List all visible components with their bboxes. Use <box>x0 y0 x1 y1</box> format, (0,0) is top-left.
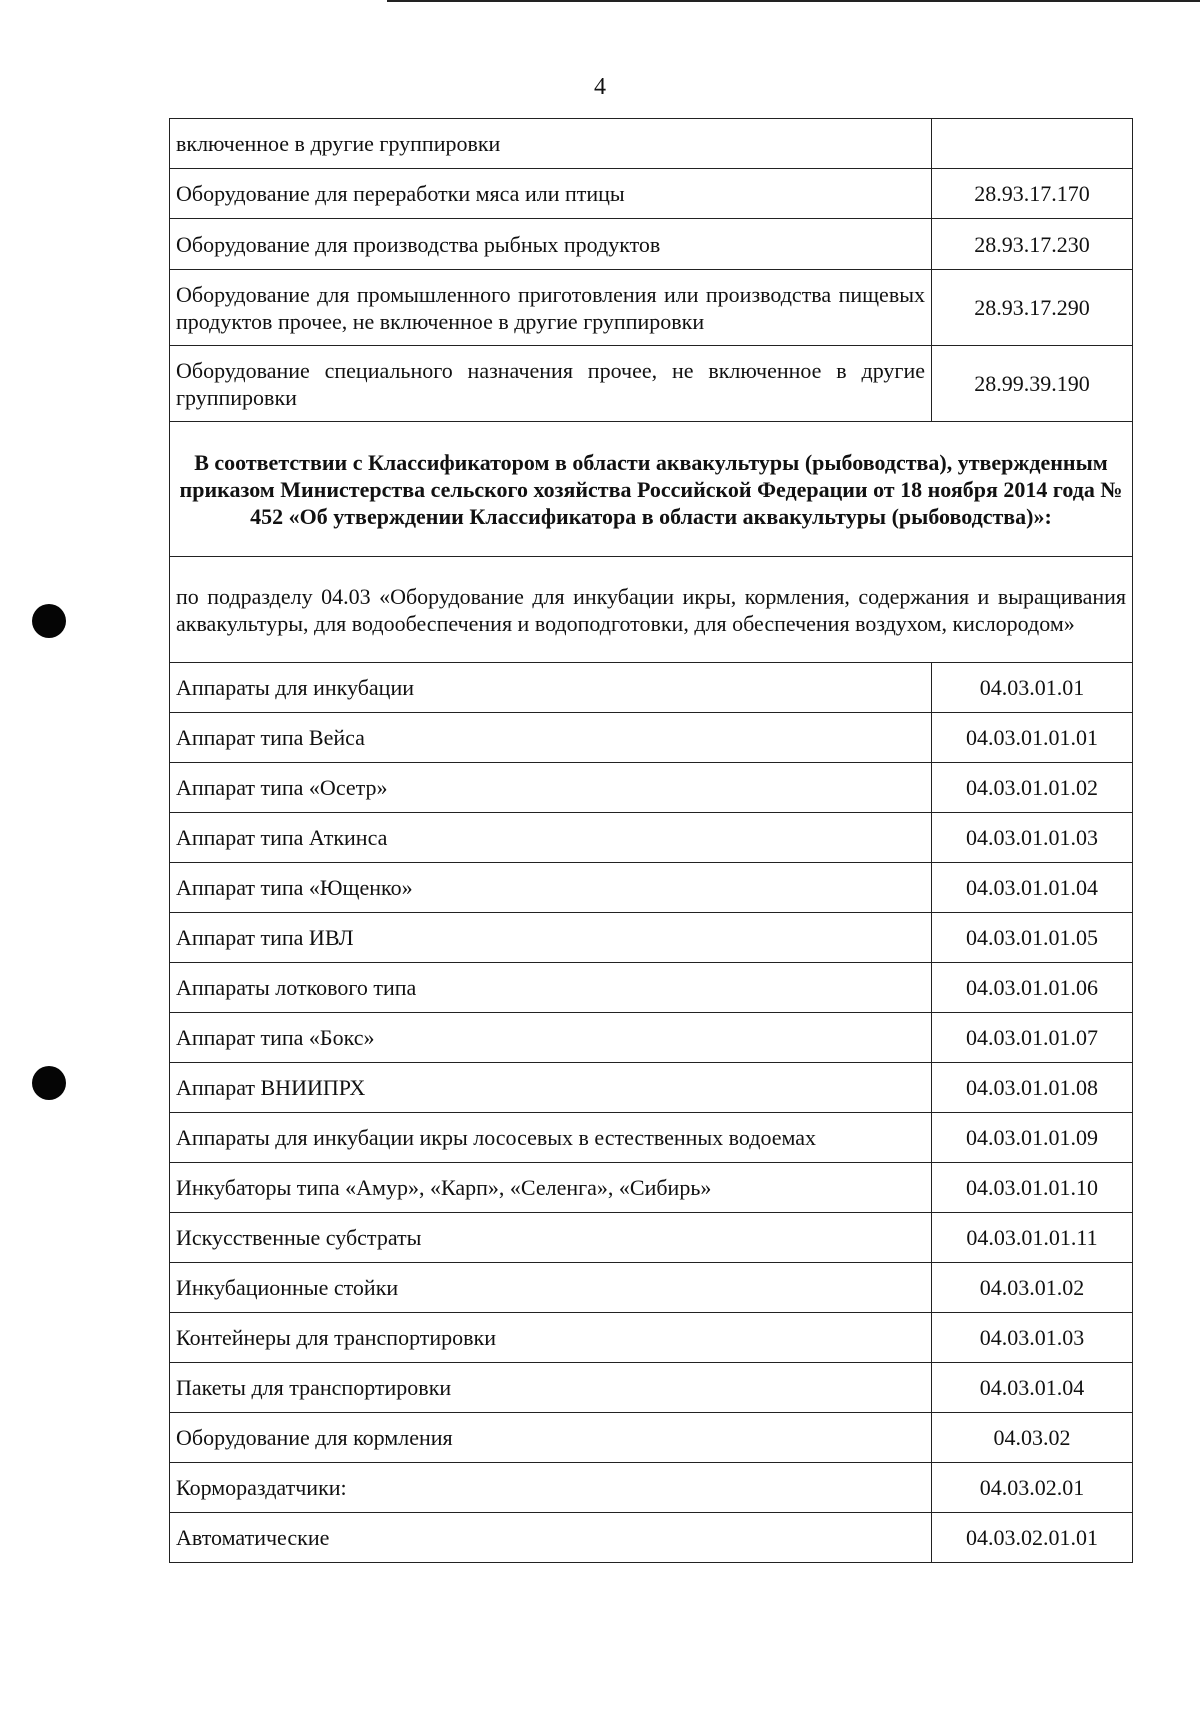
item-code: 28.99.39.190 <box>932 346 1133 422</box>
item-name: Аппарат типа «Ющенко» <box>170 863 932 913</box>
item-name: Аппараты для инкубации <box>170 663 932 713</box>
table-row <box>170 763 1133 813</box>
table-row <box>170 813 1133 863</box>
table-row <box>170 1363 1133 1413</box>
table-row <box>170 963 1133 1013</box>
table-row <box>170 270 1133 346</box>
classifier-table <box>169 118 1133 1563</box>
table-row <box>170 1113 1133 1163</box>
subsection-row <box>170 557 1133 663</box>
table-row <box>170 1463 1133 1513</box>
item-code: 04.03.02.01.01 <box>932 1513 1133 1563</box>
item-code: 28.93.17.170 <box>932 169 1133 219</box>
section-heading-row <box>170 422 1133 557</box>
table-row <box>170 1413 1133 1463</box>
item-code: 04.03.01.01.04 <box>932 863 1133 913</box>
section-heading: В соответствии с Классификатором в области аквакультуры (рыбоводства), утвержденным приказом Министерства сельского хозяйства Российской Федерации от 18 ноября 2014 года № 452 «Об утверждении Классификатора в области аквакультуры (рыбоводства)»: <box>170 422 1133 557</box>
table-row <box>170 713 1133 763</box>
table-row <box>170 663 1133 713</box>
item-code: 04.03.01.01.10 <box>932 1163 1133 1213</box>
item-name: Инкубаторы типа «Амур», «Карп», «Селенга», «Сибирь» <box>170 1163 932 1213</box>
item-code <box>932 119 1133 169</box>
item-name: Аппарат ВНИИПРХ <box>170 1063 932 1113</box>
table-row <box>170 119 1133 169</box>
item-name: Аппарат типа ИВЛ <box>170 913 932 963</box>
item-code: 04.03.02 <box>932 1413 1133 1463</box>
item-code: 04.03.01.02 <box>932 1263 1133 1313</box>
table-row <box>170 1213 1133 1263</box>
item-name: Оборудование для промышленного приготовления или производства пищевых продуктов прочее, не включенное в другие группировки <box>170 270 932 346</box>
item-code: 04.03.01.01.01 <box>932 713 1133 763</box>
table-row <box>170 1513 1133 1563</box>
table-row <box>170 1063 1133 1113</box>
table-row <box>170 219 1133 270</box>
top-edge-rule <box>387 0 1200 2</box>
item-name: Искусственные субстраты <box>170 1213 932 1263</box>
table-row <box>170 913 1133 963</box>
item-code: 04.03.02.01 <box>932 1463 1133 1513</box>
table-row <box>170 169 1133 219</box>
item-name: Аппарат типа Аткинса <box>170 813 932 863</box>
table-row <box>170 1163 1133 1213</box>
item-name: Инкубационные стойки <box>170 1263 932 1313</box>
item-name: Аппарат типа Вейса <box>170 713 932 763</box>
subsection-note: по подразделу 04.03 «Оборудование для инкубации икры, кормления, содержания и выращивания аквакультуры, для водообеспечения и водоподготовки, для обеспечения воздухом, кислородом» <box>170 557 1133 663</box>
item-name: Автоматические <box>170 1513 932 1563</box>
item-code: 04.03.01.03 <box>932 1313 1133 1363</box>
item-name: Аппарат типа «Бокс» <box>170 1013 932 1063</box>
item-code: 04.03.01.01.03 <box>932 813 1133 863</box>
punch-hole-mark <box>32 1066 66 1100</box>
item-code: 04.03.01.01.09 <box>932 1113 1133 1163</box>
item-code: 04.03.01.01.06 <box>932 963 1133 1013</box>
item-name: Пакеты для транспортировки <box>170 1363 932 1413</box>
item-code: 28.93.17.290 <box>932 270 1133 346</box>
item-name: Оборудование для кормления <box>170 1413 932 1463</box>
page-number: 4 <box>594 74 606 100</box>
item-code: 04.03.01.01.07 <box>932 1013 1133 1063</box>
item-name: Аппараты для инкубации икры лососевых в естественных водоемах <box>170 1113 932 1163</box>
item-name: Оборудование для производства рыбных продуктов <box>170 219 932 270</box>
item-code: 04.03.01.01.05 <box>932 913 1133 963</box>
item-name: Контейнеры для транспортировки <box>170 1313 932 1363</box>
punch-hole-mark <box>32 604 66 638</box>
item-code: 04.03.01.01.08 <box>932 1063 1133 1113</box>
item-code: 28.93.17.230 <box>932 219 1133 270</box>
table-row <box>170 1313 1133 1363</box>
item-name: Аппараты лоткового типа <box>170 963 932 1013</box>
item-name: Оборудование для переработки мяса или птицы <box>170 169 932 219</box>
item-name: Оборудование специального назначения прочее, не включенное в другие группировки <box>170 346 932 422</box>
item-name: включенное в другие группировки <box>170 119 932 169</box>
item-name: Аппарат типа «Осетр» <box>170 763 932 813</box>
item-code: 04.03.01.01.11 <box>932 1213 1133 1263</box>
item-name: Кормораздатчики: <box>170 1463 932 1513</box>
table-row <box>170 1013 1133 1063</box>
table-row <box>170 863 1133 913</box>
item-code: 04.03.01.04 <box>932 1363 1133 1413</box>
item-code: 04.03.01.01 <box>932 663 1133 713</box>
table-row <box>170 346 1133 422</box>
item-code: 04.03.01.01.02 <box>932 763 1133 813</box>
table-row <box>170 1263 1133 1313</box>
